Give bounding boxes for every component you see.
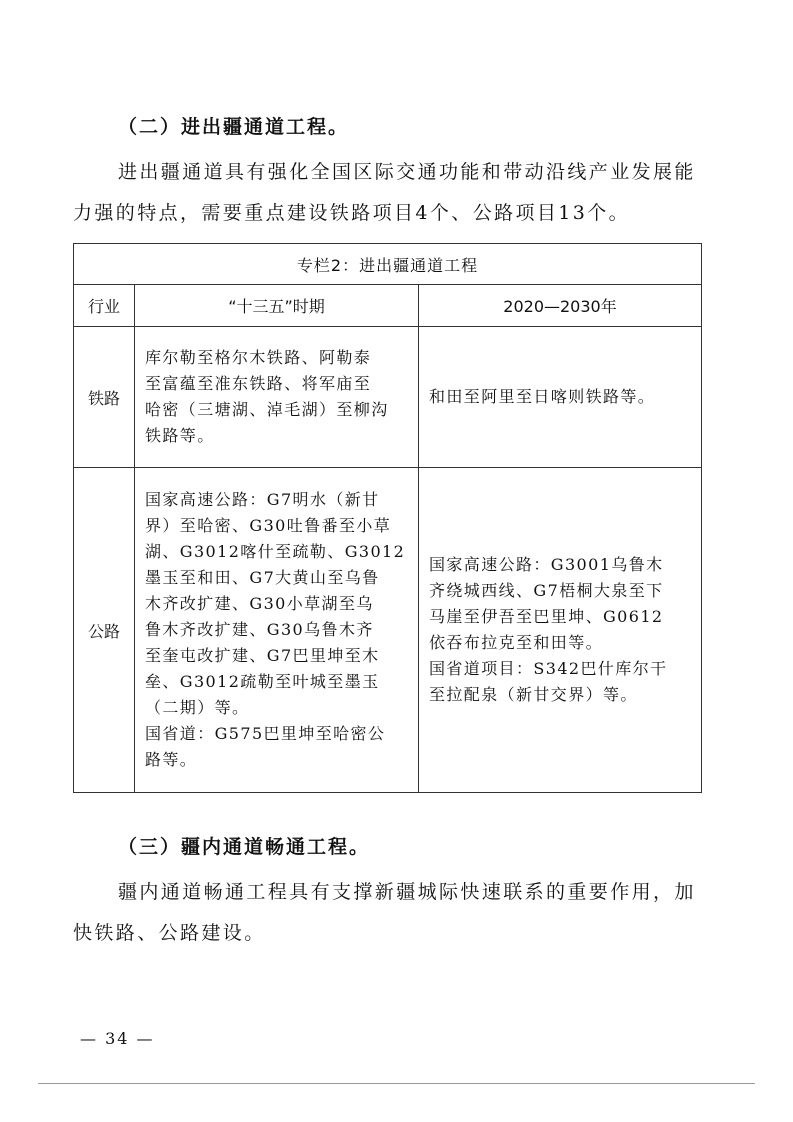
cell-line: 和田至阿里至日喀则铁路等。 [429, 387, 656, 406]
cell-line: 路等。 [145, 750, 198, 769]
cell-line: 垒、G3012疏勒至叶城至墨玉 [145, 672, 380, 691]
page-number: — 34 — [80, 1029, 155, 1048]
column-table [73, 243, 702, 793]
railway-13th-period [135, 327, 419, 468]
footer-divider [38, 1083, 755, 1084]
header-2020-2030: 2020—2030年 [419, 285, 702, 327]
table-title: 专栏2：进出疆通道工程 [74, 244, 702, 285]
cell-line: 国省道项目：S342巴什库尔干 [429, 659, 668, 678]
highway-13th-period [135, 468, 419, 793]
header-industry: 行业 [74, 285, 135, 327]
table-row [74, 468, 702, 793]
section-paragraph-3: 疆内通道畅通工程具有支撑新疆城际快速联系的重要作用，加快铁路、公路建设。 [73, 881, 696, 944]
row-industry-railway: 铁路 [74, 327, 135, 468]
cell-line: 鲁木齐改扩建、G30乌鲁木齐 [145, 620, 374, 639]
cell-line: 哈密（三塘湖、淖毛湖）至柳沟 [145, 400, 389, 419]
table-row [74, 327, 702, 468]
section-heading-2: （二）进出疆通道工程。 [118, 116, 350, 138]
row-industry-highway: 公路 [74, 468, 135, 793]
cell-line: 铁路等。 [145, 426, 215, 445]
cell-line: 墨玉至和田、G7大黄山至乌鲁 [145, 568, 380, 587]
section-paragraph-2: 进出疆通道具有强化全国区际交通功能和带动沿线产业发展能力强的特点，需要重点建设铁路项目4个、公路项目13个。 [73, 161, 696, 224]
cell-line: （二期）等。 [145, 698, 250, 717]
cell-line: 界）至哈密、G30吐鲁番至小草 [145, 516, 392, 535]
cell-line: 库尔勒至格尔木铁路、阿勒泰 [145, 348, 372, 367]
cell-line: 国省道：G575巴里坤至哈密公 [145, 724, 386, 743]
cell-line: 木齐改扩建、G30小草湖至乌 [145, 594, 374, 613]
highway-2020-2030 [419, 468, 702, 793]
cell-line: 马崖至伊吾至巴里坤、G0612 [429, 607, 664, 626]
railway-2020-2030 [419, 327, 702, 468]
cell-line: 国家高速公路：G7明水（新甘 [145, 490, 380, 509]
section-heading-3: （三）疆内通道畅通工程。 [118, 836, 371, 858]
cell-line: 至拉配泉（新甘交界）等。 [429, 685, 638, 704]
header-13th-period: “十三五”时期 [135, 285, 419, 327]
cell-line: 至奎屯改扩建、G7巴里坤至木 [145, 646, 380, 665]
cell-line: 湖、G3012喀什至疏勒、G3012 [145, 542, 406, 561]
cell-line: 国家高速公路：G3001乌鲁木 [429, 555, 664, 574]
cell-line: 依吞布拉克至和田等。 [429, 633, 604, 652]
cell-line: 齐绕城西线、G7梧桐大泉至下 [429, 581, 664, 600]
cell-line: 至富蕴至准东铁路、将军庙至 [145, 374, 372, 393]
